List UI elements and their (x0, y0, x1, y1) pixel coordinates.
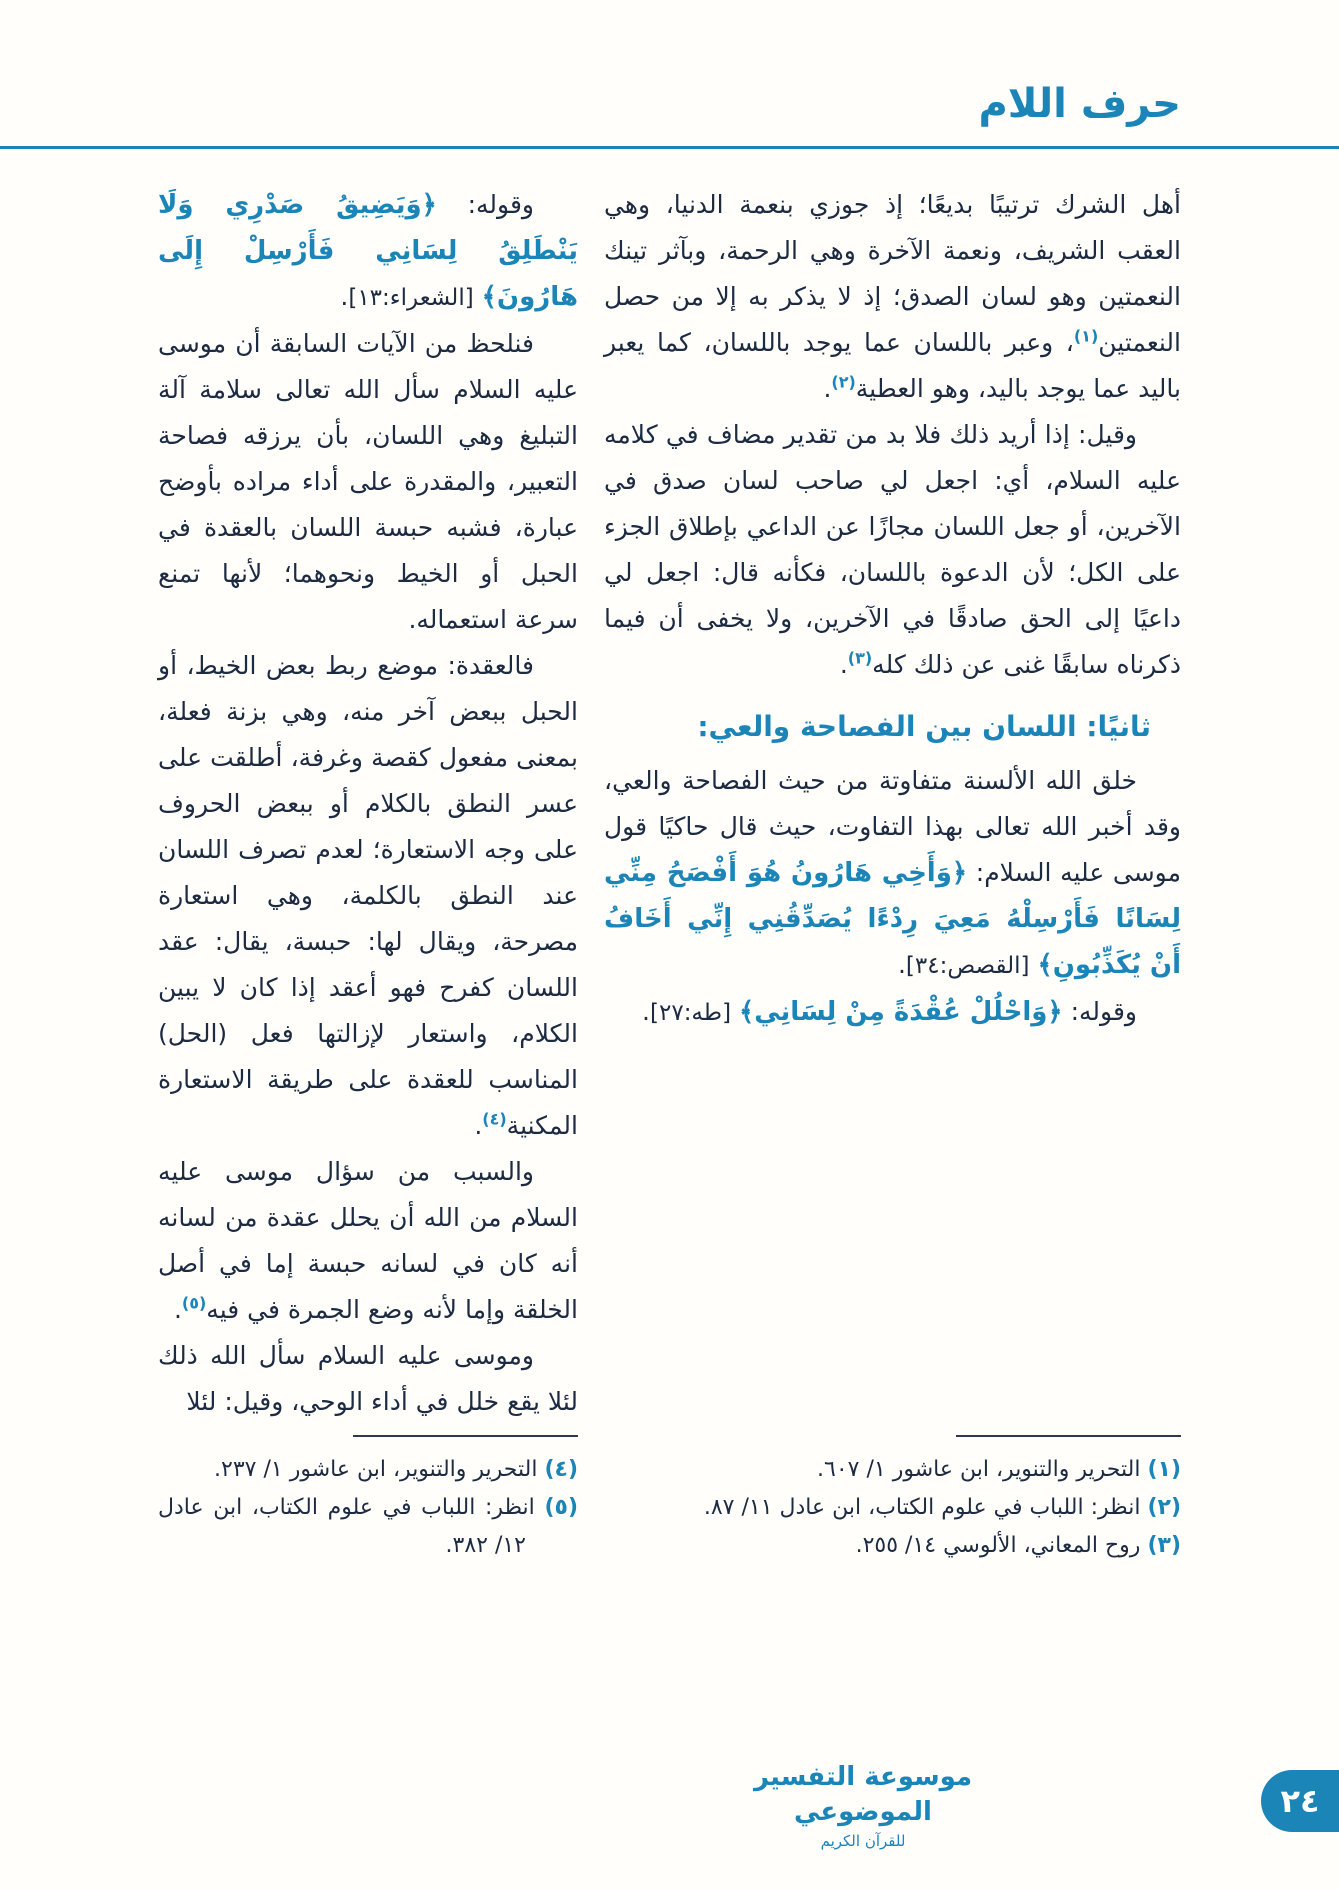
footnote (604, 1451, 1181, 1489)
body-text: . (839, 650, 848, 679)
footnote-list (604, 1451, 1181, 1565)
paragraph (158, 182, 578, 321)
paragraph (604, 412, 1181, 688)
quran-verse: ﴿وَاحْلُلْ عُقْدَةً مِنْ لِسَانِي﴾ (739, 997, 1063, 1027)
header-rule (0, 146, 1339, 149)
body-text: وموسى عليه السلام سأل الله ذلك لئلا يقع خلل في أداء الوحي، وقيل: لئلا (158, 1341, 578, 1416)
paragraph (158, 321, 578, 643)
footnote-text: التحرير والتنوير، ابن عاشور ١/ ٦٠٧. (817, 1457, 1148, 1482)
paragraph (604, 989, 1181, 1036)
footnote (604, 1527, 1181, 1565)
footnote (604, 1489, 1181, 1527)
column-right-text (604, 182, 1181, 1036)
paragraph (158, 1149, 578, 1333)
footnote-text: انظر: اللباب في علوم الكتاب، ابن عادل ١٢/ ٣٨٢. (158, 1495, 545, 1558)
body-text: . (474, 1111, 483, 1140)
quran-verse: ﴿وَأَخِي هَارُونُ هُوَ أَفْصَحُ مِنِّي لِسَانًا فَأَرْسِلْهُ مَعِيَ رِدْءًا يُصَدِّقُنِي إِنِّي أَخَافُ أَنْ يُكَذِّبُونِ﴾ (604, 858, 1181, 980)
footnote-number: (٥) (544, 1495, 578, 1520)
paragraph (158, 643, 578, 1149)
logo-title: موسوعة التفسير الموضوعي (753, 1761, 973, 1827)
body-text: فنلحظ من الآيات السابقة أن موسى عليه السلام سأل الله تعالى سلامة آلة التبليغ وهي اللسان، بأن يرزقه فصاحة التعبير، والمقدرة على أداء مراده بأوضح عبارة، فشبه حبسة اللسان بالعقدة في الحبل أو الخيط ونحوهما؛ لأنها تمنع سرعة استعماله. (158, 329, 578, 634)
section-heading: ثانيًا: اللسان بين الفصاحة والعي: (697, 710, 1151, 743)
footnote-number: (١) (1147, 1457, 1181, 1482)
body-text: . (823, 374, 832, 403)
body-text: أهل الشرك ترتيبًا بديعًا؛ إذ جوزي بنعمة الدنيا، وهي العقب الشريف، ونعمة الآخرة وهي الرحمة، وبآثر تينك النعمتين وهو لسان الصدق؛ إذ لا يذكر به إلا من حصل النعمتين (604, 190, 1181, 357)
column-right-footnotes (604, 1425, 1181, 1565)
body-text: وقوله: (436, 190, 534, 219)
footnote-number: (٣) (1147, 1533, 1181, 1558)
footnote-text: روح المعاني، الألوسي ١٤/ ٢٥٥. (855, 1533, 1148, 1558)
paragraph (604, 182, 1181, 412)
body-text: وقيل: إذا أريد ذلك فلا بد من تقدير مضاف في كلامه عليه السلام، أي: اجعل لي صاحب لسان صدق في الآخرين، أو جعل اللسان مجازًا عن الداعي بإطلاق الجزء على الكل؛ لأن الدعوة باللسان، فكأنه قال: اجعل لي داعيًا إلى الحق صادقًا في الآخرين، ولا يخفى أن فيما ذكرناه سابقًا غنى عن ذلك كله (604, 420, 1181, 679)
column-left-text (158, 182, 578, 1425)
body-text (474, 282, 482, 311)
footnote-marker: (٤) (482, 1109, 507, 1129)
footnote-text: التحرير والتنوير، ابن عاشور ١/ ٢٣٧. (214, 1457, 545, 1482)
logo-subtitle: للقرآن الكريم (820, 1832, 906, 1850)
body-text: فالعقدة: موضع ربط بعض الخيط، أو الحبل ببعض آخر منه، وهي بزنة فعلة، بمعنى مفعول كقصة وغرفة، أطلقت على عسر النطق بالكلام أو ببعض الحروف على وجه الاستعارة؛ لعدم تصرف اللسان عند النطق بالكلمة، وهي استعارة مصرحة، ويقال لها: حبسة، يقال: عقد اللسان كفرح فهو أعقد إذا كان لا يبين الكلام، واستعار لإزالتها فعل (الحل) المناسب للعقدة على طريقة الاستعارة المكنية (158, 651, 578, 1140)
page-number-badge: ٢٤ (1261, 1770, 1339, 1832)
body-text (731, 997, 739, 1026)
footnote-marker: (١) (1073, 326, 1099, 346)
body-text: . (642, 997, 650, 1026)
column-left (158, 182, 578, 1565)
footnote-list (158, 1451, 578, 1565)
surah-citation: [القصص:٣٤] (905, 953, 1030, 979)
paragraph (158, 1333, 578, 1425)
footnote-separator (353, 1435, 578, 1437)
footnote-number: (٤) (544, 1457, 578, 1482)
footnote-number: (٢) (1147, 1495, 1181, 1520)
footnote (158, 1451, 578, 1489)
footnote (158, 1489, 578, 1565)
publisher-logo (735, 1760, 991, 1850)
body-text: ، وعبر باللسان عما يوجد باللسان، كما يعبر باليد عما يوجد باليد، وهو العطية (604, 328, 1181, 403)
footnote-marker: (٢) (831, 372, 856, 392)
column-left-footnotes (158, 1425, 578, 1565)
column-right (604, 182, 1181, 1565)
body-text: خلق الله الألسنة متفاوتة من حيث الفصاحة والعي، وقد أخبر الله تعالى بهذا التفاوت، حيث قال حاكيًا قول موسى عليه السلام: (604, 766, 1181, 887)
quran-verse: ﴿وَيَضِيقُ صَدْرِي وَلَا يَنْطَلِقُ لِسَانِي فَأَرْسِلْ إِلَى هَارُونَ﴾ (158, 190, 578, 312)
surah-citation: [طه:٢٧] (649, 1000, 732, 1026)
footnote-separator (956, 1435, 1181, 1437)
surah-citation: [الشعراء:١٣] (348, 285, 474, 311)
footnote-text: انظر: اللباب في علوم الكتاب، ابن عادل ١١/ ٨٧. (703, 1495, 1148, 1520)
body-text: والسبب من سؤال موسى عليه السلام من الله أن يحلل عقدة من لسانه أنه كان في لسانه حبسة إما في أصل الخلقة وإما لأنه وضع الجمرة في فيه (158, 1157, 578, 1324)
footnote-marker: (٥) (181, 1293, 207, 1313)
body-text: . (340, 282, 349, 311)
footnote-marker: (٣) (847, 648, 873, 668)
body-text: . (173, 1295, 182, 1324)
body-text: . (897, 950, 906, 979)
body-text: وقوله: (1062, 997, 1137, 1026)
chapter-title: حرف اللام (978, 81, 1181, 127)
paragraph (604, 758, 1181, 989)
page-body (158, 182, 1181, 1565)
